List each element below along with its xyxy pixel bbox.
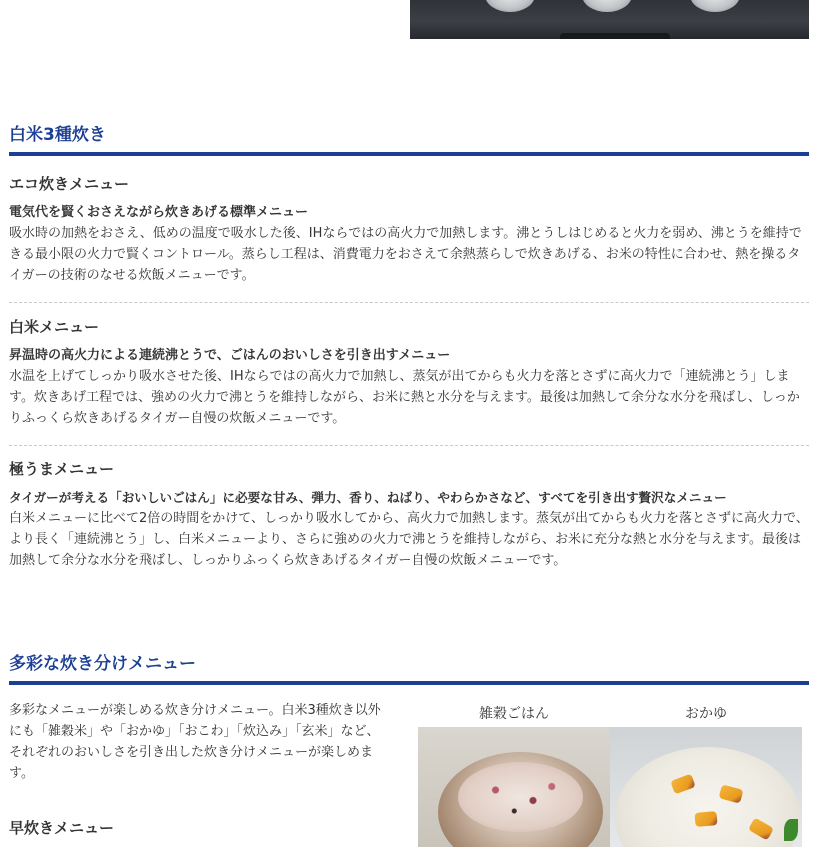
grain-rice-image <box>458 762 583 832</box>
section-divider-blue <box>9 152 809 156</box>
menu-block-white-rice <box>9 316 809 429</box>
menu-block-gokuuma <box>9 458 809 571</box>
section-intro-text: 多彩なメニューが楽しめる炊き分けメニュー。白米3種炊き以外にも「雑穀米」や「おかゆ」「おこわ」「炊込み」「玄米」など、それぞれのおいしさを引き出した炊き分けメニューが楽しめます。 <box>9 703 381 781</box>
menu-title: 白米メニュー <box>9 318 100 336</box>
dashed-divider <box>9 445 809 446</box>
dashed-divider <box>9 302 809 303</box>
menu-description: 白米メニューに比べて2倍の時間をかけて、しっかり吸水してから、高火力で加熱します。蒸気が出てからも火力を落とさずに高火力で、より長く「連続沸とう」し、白米メニューより、さらに強めの火力で沸とうを維持しながら、お米に充分な熱と水分を与えます。最後は加熱して余分な水分を飛ばし、しっかりふっくら炊きあげるタイガー自慢の炊飯メニューです。 <box>9 511 809 568</box>
herb-leaf <box>784 819 798 841</box>
control-knob-left <box>485 0 535 12</box>
sweet-potato-piece <box>694 811 717 827</box>
photo-card-porridge <box>610 703 802 847</box>
menu-lead: タイガーが考える「おいしいごはん」に必要な甘み、弾力、香り、ねばり、やわらかさなど、すべてを引き出す贅沢なメニュー <box>9 490 727 505</box>
rice-cooker-control-panel-image <box>410 0 809 39</box>
photo-card-mixed-grain <box>418 703 610 847</box>
porridge-photo <box>610 727 802 847</box>
menu-title: 極うまメニュー <box>9 460 115 478</box>
mixed-grain-rice-photo <box>418 727 610 847</box>
menu-description: 吸水時の加熱をおさえ、低めの温度で吸水した後、IHならではの高火力で加熱します。沸とうしはじめると火力を弱め、沸とうを維持できる最小限の火力で賢くコントロール。蒸らし工程は、消費電力をおさえて余熱蒸らしで炊きあげる、お米の特性に合わせ、熱を操るタイガーの技術のなせる炊飯メニューです。 <box>9 226 802 283</box>
menu-description: 水温を上げてしっかり吸水させた後、IHならではの高火力で加熱し、蒸気が出てからも火力を落とさずに高火力で「連続沸とう」します。炊きあげ工程では、強めの火力で沸とうを維持しながら、お米に熱と水分を与えます。最後は加熱して余分な水分を飛ばし、しっかりふっくら炊きあげるタイガー自慢の炊飯メニューです。 <box>9 369 800 426</box>
menu-block-eco <box>9 173 809 286</box>
menu-lead: 電気代を賢くおさえながら炊きあげる標準メニュー <box>9 205 309 220</box>
section-title-cooking-menus: 多彩な炊き分けメニュー <box>9 654 196 674</box>
display-slot <box>560 33 670 39</box>
control-knob-center <box>582 0 632 12</box>
menu-title: エコ炊きメニュー <box>9 175 130 193</box>
section-divider-blue <box>9 681 809 685</box>
control-knob-right <box>690 0 740 12</box>
bowl-image <box>615 747 800 847</box>
menu-title-quick-cook: 早炊きメニュー <box>9 819 115 837</box>
photo-caption: おかゆ <box>685 706 727 722</box>
menu-lead: 昇温時の高火力による連続沸とうで、ごはんのおいしさを引き出すメニュー <box>9 348 451 363</box>
photo-caption: 雑穀ごはん <box>479 706 549 722</box>
section-title-white-rice: 白米3種炊き <box>9 125 106 145</box>
